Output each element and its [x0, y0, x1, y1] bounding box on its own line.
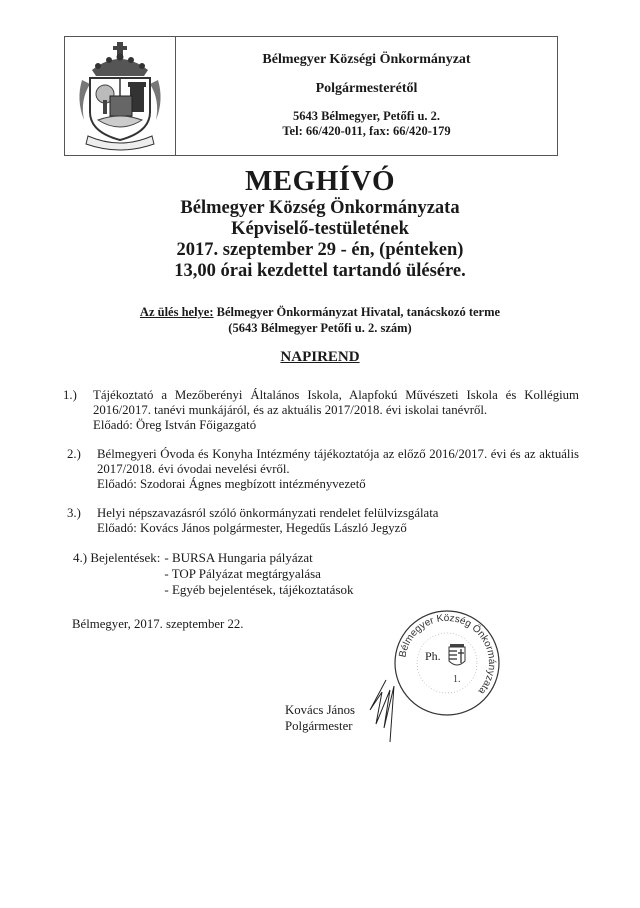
heading-line-1: Bélmegyer Község Önkormányzata	[180, 198, 460, 218]
document-body	[0, 164, 640, 756]
org-contact: Tel: 66/420-011, fax: 66/420-179	[282, 124, 451, 138]
org-name: Bélmegyer Községi Önkormányzat	[262, 52, 471, 67]
stamp-ph: Ph.	[425, 649, 441, 663]
signatory-title: Polgármester	[285, 719, 353, 733]
announcement-item: - BURSA Hungaria pályázat	[164, 550, 313, 565]
invitation-heading	[0, 164, 640, 282]
announcements	[73, 550, 640, 598]
agenda-item-presenter: Előadó: Kovács János polgármester, Hegedűs László Jegyző	[97, 521, 407, 535]
stamp-ring-text: Bélmegyer Község Önkormányzata	[397, 612, 498, 697]
org-address: 5643 Bélmegyer, Petőfi u. 2.	[292, 109, 441, 123]
announcement-item: - Egyéb bejelentések, tájékoztatások	[164, 582, 354, 597]
agenda-item-presenter: Előadó: Szodorai Ágnes megbízott intézményvezető	[97, 477, 366, 491]
agenda-item-text: Tájékoztató a Mezőberényi Általános Iskola, Alapfokú Művészeti Iskola és Kollégium 2016/2017. tanévi munkájáról, és az aktuális 2017/2018. évi iskolai tanévről.	[93, 388, 579, 417]
heading-line-3: 2017. szeptember 29 - én, (pénteken)	[176, 240, 464, 260]
agenda-item-text: Bélmegyeri Óvoda és Konyha Intézmény tájékoztatója az előző 2016/2017. évi és az aktuális 2017/2018. évi óvodai nevelési évről.	[97, 447, 579, 476]
place-and-date: Bélmegyer, 2017. szeptember 22.	[72, 617, 244, 631]
heading-line-4: 13,00 órai kezdettel tartandó ülésére.	[174, 261, 466, 281]
venue-label: Az ülés helye:	[139, 305, 214, 319]
stamp-number: 1.	[453, 674, 461, 685]
agenda-item	[63, 388, 579, 433]
org-address-block	[176, 109, 557, 139]
hungarian-coat-of-arms-icon	[449, 644, 465, 665]
agenda-item	[67, 447, 579, 492]
document-title: MEGHÍVÓ	[244, 165, 396, 197]
agenda-item-number: 1.)	[63, 388, 77, 402]
agenda-title: NAPIREND	[280, 349, 360, 365]
venue-place: Bélmegyer Önkormányzat Hivatal, tanácskozó terme	[216, 305, 501, 319]
crest-cell	[65, 37, 176, 155]
agenda-item-number: 2.)	[67, 447, 81, 461]
agenda-item-number: 3.)	[67, 506, 81, 520]
agenda-item-text: Helyi népszavazásról szóló önkormányzati rendelet felülvizsgálata	[97, 506, 439, 520]
venue-address: (5643 Bélmegyer Petőfi u. 2. szám)	[228, 321, 412, 335]
heading-line-2: Képviselő-testületének	[231, 219, 409, 239]
announcement-item: - TOP Pályázat megtárgyalása	[164, 566, 321, 581]
agenda-item	[67, 506, 579, 536]
handwritten-signature	[360, 676, 410, 746]
closing-block	[0, 612, 640, 756]
signatory-name: Kovács János	[285, 703, 356, 717]
coat-of-arms-icon	[72, 40, 168, 152]
announcements-label: 4.) Bejelentések:	[73, 550, 161, 565]
letterhead-box	[64, 36, 558, 156]
venue-block	[0, 304, 640, 336]
signatory	[285, 702, 355, 734]
agenda-item-presenter: Előadó: Öreg István Főigazgató	[93, 418, 257, 432]
org-from: Polgármesterétől	[315, 81, 418, 96]
org-info	[176, 37, 557, 155]
